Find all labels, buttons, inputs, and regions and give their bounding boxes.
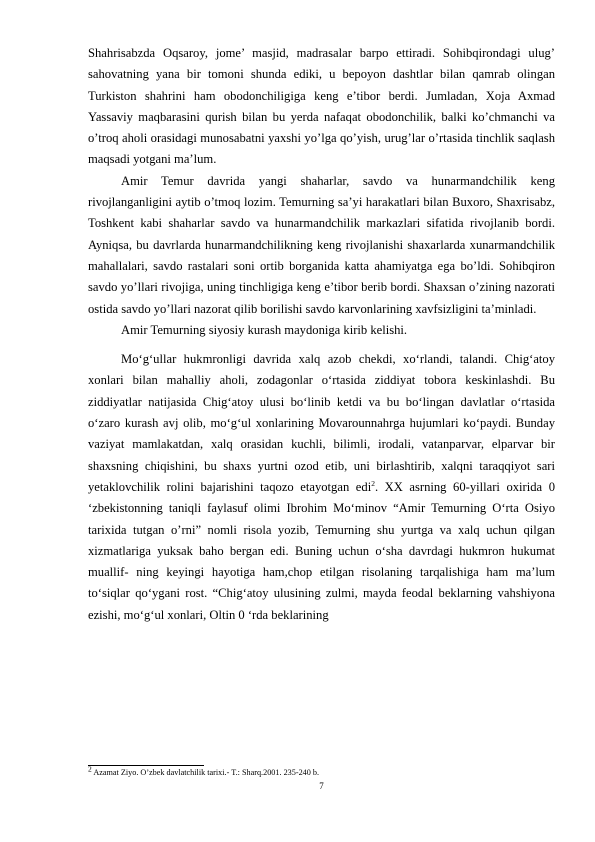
footnote-marker: 2 bbox=[88, 764, 92, 774]
page-number: 7 bbox=[319, 781, 324, 791]
paragraph-2: Amir Temur davrida yangi shaharlar, savdo va hunarmandchilik keng rivojlanganligini aytib o’tmoq lozim. Temurning sa’yi harakatlari bilan Buxoro, Shaxrisabz, Toshkent kabi shaharlar savdo va hunarmandchilik markazlari sifatida rivojlanib bordi. Ayniqsa, bu davrlarda hunarmandchilikning keng rivojlanishi shaxarlarda xunarmandchilik mahallalari, savdo rastalari soni ortib borganida katta ahamiyatga ega bo’ldi. Sohibqiron savdo yo’llari rivojiga, uning tinchligiga keng e’tibor berib bordi. Shaxsan o’zining nazorati ostida savdo yo’llari nazorat qilib borilishi savdo karvonlarining xavfsizligini ta’minladi. bbox=[88, 173, 555, 316]
footnote-reference: 2 bbox=[371, 478, 375, 488]
paragraph-1: Shahrisabzda Oqsaroy, jome’ masjid, madrasalar barpo ettiradi. Sohibqirondagi ulug’ sahovatning yana bir tomoni shunda ediki, u bepoyon dashtlar bilan qamrab olingan Turkiston shahrini ham obodonchiligiga keng e’tibor berdi. Jumladan, Xoja Axmad Yassaviy maqbarasini qurish bilan bu yerda nafaqat obodonchilik, balki ko’chmanchi va o’troq aholi orasidagi munosabatni yaxshi yo’lga qo’yish, urug’lar o’rtasida tinchlik saqlash maqsadi yotgani ma’lum. bbox=[88, 46, 555, 167]
footnote bbox=[88, 764, 555, 778]
paragraph-3-heading: Amir Temurning siyosiy kurash maydoniga kirib kelishi. bbox=[121, 322, 408, 337]
paragraph-4-part-2: . XX asrning 60-yillari oxirida 0 ‘zbekistonning taniqli faylasuf olimi Ibrohim Mo‘minov “Amir Temurning O‘rta Osiyo tarixida tutgan o’rni” nomli risola yozib, Temurning shu yurtga va xalq uchun qilgan xizmatlariga yuksak baho bergan edi. Buning uchun o‘sha davrdagi hukmron hukumat muallif- ning keyingi hayotiga ham,chop etilgan risolaning tarqalishiga ham ma’lum to‘siqlar qo‘ygani rost. “Chig‘atoy ulusining zulmi, mayda feodal beklarning vahshiyona ezishi, mo‘g‘ul xonlari, Oltin 0 ‘rda beklarining bbox=[88, 479, 555, 622]
body-text bbox=[88, 43, 555, 626]
footnote-divider bbox=[88, 765, 204, 766]
footnote-text: Azamat Ziyo. O’zbek davlatchilik tarixi.- T.: Sharq.2001. 235-240 b. bbox=[91, 768, 320, 777]
paragraph-4-part-1: Mo‘g‘ullar hukmronligi davrida xalq azob chekdi, xo‘rlandi, talandi. Chig‘atoy xonlari bilan mahalliy aholi, zodagonlar o‘rtasida ziddiyat tobora keskinlashdi. Bu ziddiyatlar natijasida Chig‘atoy ulusi bo‘linib ketdi va bu bo‘lingan davlatlar o‘rtasida o‘zaro kurash avj olib, mo‘g‘ul xonlarining Movarounnahrga hujumlari ko‘paydi. Bunday vaziyat mamlakatdan, xalq orasidan kuchli, bilimli, irodali, vatanparvar, elparvar bir shaxsning chiqishini, bu shaxs yurtni ozod etib, uni birlashtirib, xalqni taraqqiyot sari yetaklovchilik rolini bajarishini taqozo etayotgan edi bbox=[88, 352, 555, 494]
paragraph-4 bbox=[88, 349, 555, 626]
